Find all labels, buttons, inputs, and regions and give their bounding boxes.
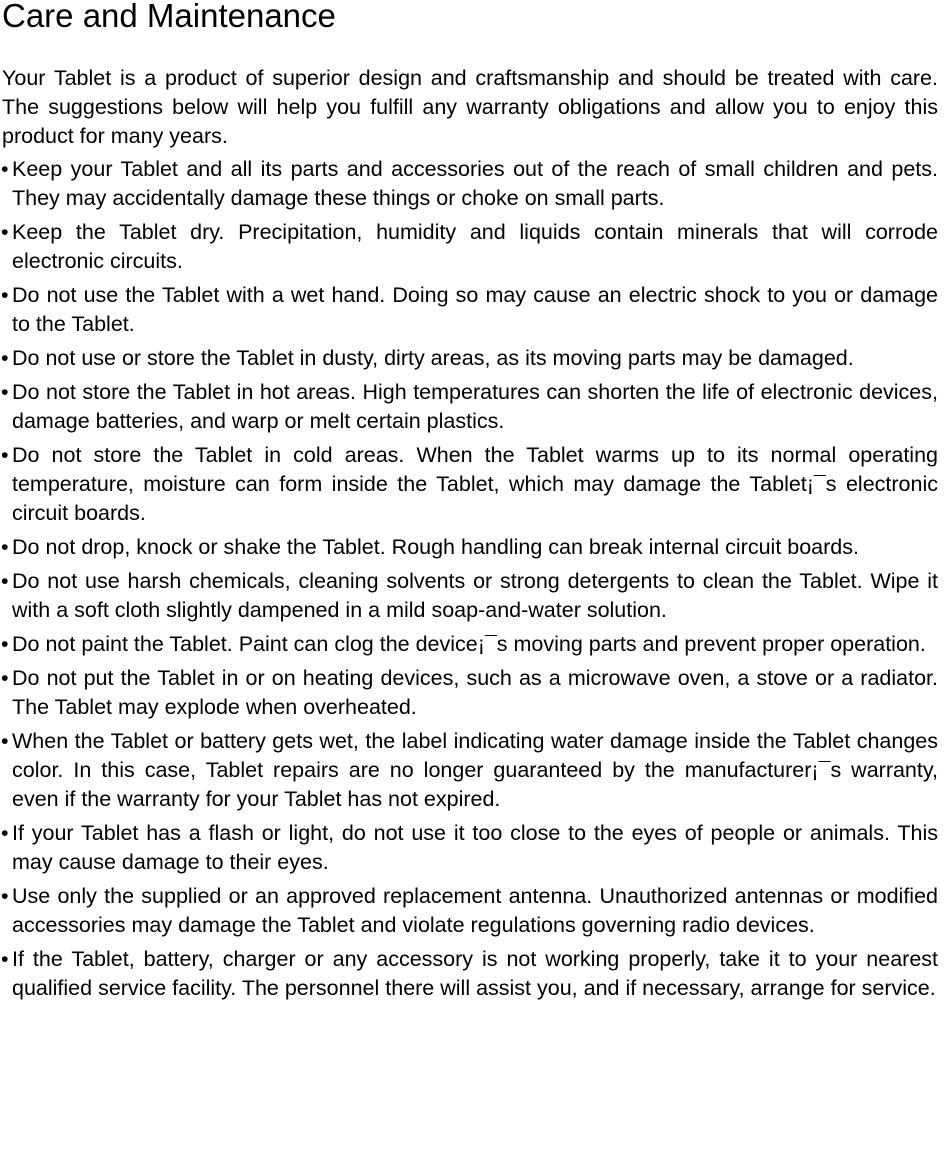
list-item-text: Do not drop, knock or shake the Tablet. Rough handling can break internal circuit boards.	[12, 535, 859, 559]
list-item-text: Do not store the Tablet in hot areas. High temperatures can shorten the life of electronic devices, damage batteries, and warp or melt certain plastics.	[12, 380, 938, 433]
list-item-text: If your Tablet has a flash or light, do not use it too close to the eyes of people or animals. This may cause damage to their eyes.	[12, 821, 938, 874]
bullet-icon: •	[1, 947, 9, 971]
bullet-icon: •	[1, 157, 9, 181]
list-item-text: Do not put the Tablet in or on heating devices, such as a microwave oven, a stove or a radiator. The Tablet may explode when overheated.	[12, 666, 938, 719]
list-item-text: Do not use harsh chemicals, cleaning solvents or strong detergents to clean the Tablet. Wipe it with a soft cloth slightly dampened in a mild soap-and-water solution.	[12, 569, 938, 622]
list-item-text: When the Tablet or battery gets wet, the label indicating water damage inside the Tablet changes color. In this case, Tablet repairs are no longer guaranteed by the manufacturer¡¯s warranty, even if the warranty for your Tablet has not expired.	[12, 729, 938, 811]
list-item-text: Use only the supplied or an approved replacement antenna. Unauthorized antennas or modified accessories may damage the Tablet and violate regulations governing radio devices.	[12, 884, 938, 937]
list-item-text: Do not use or store the Tablet in dusty, dirty areas, as its moving parts may be damaged.	[12, 346, 854, 370]
list-item	[2, 882, 938, 940]
bullet-icon: •	[1, 821, 9, 845]
list-item	[2, 819, 938, 877]
intro-paragraph: Your Tablet is a product of superior design and craftsmanship and should be treated with care. The suggestions below will help you fulfill any warranty obligations and allow you to enjoy this product for many years.	[2, 66, 938, 148]
bullet-icon: •	[1, 220, 9, 244]
list-item	[2, 155, 938, 213]
list-item-text: Do not paint the Tablet. Paint can clog the device¡¯s moving parts and prevent proper operation.	[12, 632, 926, 656]
list-item	[2, 441, 938, 528]
list-item-text: Keep your Tablet and all its parts and accessories out of the reach of small children and pets. They may accidentally damage these things or choke on small parts.	[12, 157, 938, 210]
bullet-icon: •	[1, 632, 9, 656]
list-item	[2, 533, 938, 562]
list-item	[2, 630, 938, 659]
list-item-text: If the Tablet, battery, charger or any accessory is not working properly, take it to your nearest qualified service facility. The personnel there will assist you, and if necessary, arrange for service.	[12, 947, 938, 1000]
bullet-icon: •	[1, 666, 9, 690]
bullet-icon: •	[1, 884, 9, 908]
list-item-text: Keep the Tablet dry. Precipitation, humidity and liquids contain minerals that will corrode electronic circuits.	[12, 220, 938, 273]
list-item	[2, 567, 938, 625]
bullet-icon: •	[1, 569, 9, 593]
care-tips-list	[2, 155, 938, 1008]
list-item	[2, 664, 938, 722]
list-item-text: Do not use the Tablet with a wet hand. Doing so may cause an electric shock to you or damage to the Tablet.	[12, 283, 938, 336]
list-item	[2, 344, 938, 373]
list-item-text: Do not store the Tablet in cold areas. When the Tablet warms up to its normal operating temperature, moisture can form inside the Tablet, which may damage the Tablet¡¯s electronic circuit boards.	[12, 443, 938, 525]
list-item	[2, 378, 938, 436]
bullet-icon: •	[1, 443, 9, 467]
list-item	[2, 727, 938, 814]
list-item	[2, 945, 938, 1003]
page-title: Care and Maintenance	[2, 0, 336, 34]
bullet-icon: •	[1, 535, 9, 559]
bullet-icon: •	[1, 380, 9, 404]
bullet-icon: •	[1, 346, 9, 370]
bullet-icon: •	[1, 283, 9, 307]
list-item	[2, 218, 938, 276]
bullet-icon: •	[1, 729, 9, 753]
list-item	[2, 281, 938, 339]
